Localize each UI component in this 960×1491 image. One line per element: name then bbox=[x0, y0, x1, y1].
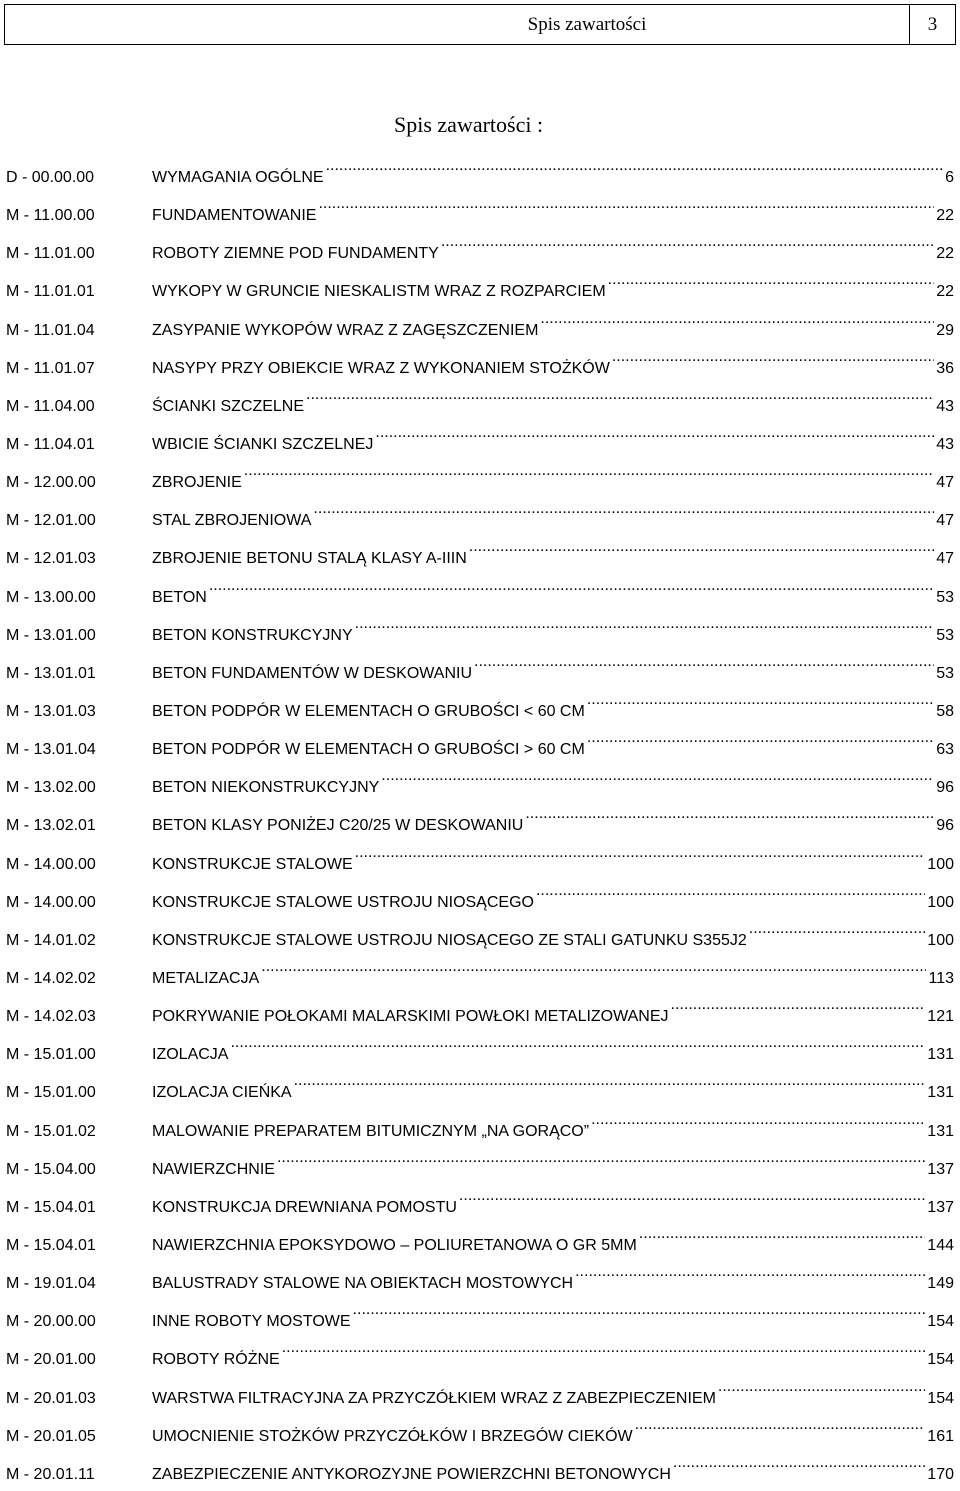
toc-entry-code: M - 20.01.11 bbox=[6, 1465, 95, 1483]
toc-entry-page: 170 bbox=[927, 1465, 954, 1483]
toc-entry[interactable] bbox=[6, 149, 954, 187]
toc-entry-code: M - 14.02.03 bbox=[6, 1008, 96, 1026]
toc-entry-code: M - 15.04.00 bbox=[6, 1160, 96, 1178]
toc-entry-title: ŚCIANKI SZCZELNE bbox=[152, 397, 305, 415]
toc-entry-code: M - 13.00.00 bbox=[6, 588, 96, 606]
toc-entry-page: 144 bbox=[927, 1236, 954, 1254]
toc-entry-code: D - 00.00.00 bbox=[6, 169, 95, 186]
toc-entry-title: KONSTRUKCJA DREWNIANA POMOSTU bbox=[152, 1198, 457, 1216]
toc-heading: Spis zawartości : bbox=[394, 112, 544, 137]
toc-entry-title: MALOWANIE PREPARATEM BITUMICZNYM „NA GORĄCO” bbox=[152, 1122, 590, 1140]
toc-dot-leader bbox=[318, 187, 934, 220]
toc-entry-code: M - 20.01.00 bbox=[6, 1351, 96, 1369]
toc-entry-page: 63 bbox=[936, 741, 954, 759]
toc-dot-leader bbox=[261, 950, 926, 983]
toc-dot-leader bbox=[244, 454, 934, 487]
toc-entry-page: 58 bbox=[936, 702, 954, 720]
toc-dot-leader bbox=[313, 492, 934, 525]
toc-entry-title: WYMAGANIA OGÓLNE bbox=[152, 169, 324, 186]
toc-entry-title: IZOLACJA CIEŃKA bbox=[152, 1084, 292, 1102]
toc-entry-page: 154 bbox=[927, 1313, 954, 1331]
toc-entry-page: 149 bbox=[927, 1275, 954, 1293]
toc-entry-title: ZABEZPIECZENIE ANTYKOROZYJNE POWIERZCHNI BETONOWYCH bbox=[152, 1465, 671, 1483]
toc-entry-title: BALUSTRADY STALOWE NA OBIEKTACH MOSTOWYCH bbox=[152, 1275, 574, 1293]
toc-entry-page: 29 bbox=[936, 321, 954, 339]
toc-entry-title: NASYPY PRZY OBIEKCIE WRAZ Z WYKONANIEM STOŻKÓW bbox=[152, 359, 610, 377]
toc-entry-page: 121 bbox=[927, 1008, 954, 1026]
toc-entry-title: ZBROJENIE BETONU STALĄ KLASY A-IIIN bbox=[152, 550, 467, 568]
toc-entry-title: METALIZACJA bbox=[152, 969, 260, 987]
toc-entry-page: 6 bbox=[945, 169, 954, 186]
toc-entry-page: 154 bbox=[927, 1351, 954, 1369]
toc-dot-leader bbox=[459, 1179, 925, 1212]
toc-entry-code: M - 20.01.05 bbox=[6, 1427, 96, 1445]
toc-dot-leader bbox=[469, 530, 934, 563]
toc-entry-title: BETON PODPÓR W ELEMENTACH O GRUBOŚCI > 60 CM bbox=[152, 741, 585, 759]
toc-entry-page: 96 bbox=[936, 779, 954, 797]
toc-entry-page: 43 bbox=[936, 435, 954, 453]
toc-entry-title: KONSTRUKCJE STALOWE USTROJU NIOSĄCEGO bbox=[152, 893, 534, 911]
toc-entry-page: 137 bbox=[927, 1198, 954, 1216]
page-header bbox=[4, 4, 956, 45]
toc-entry-code: M - 19.01.04 bbox=[6, 1275, 96, 1293]
toc-entry-code: M - 13.02.00 bbox=[6, 779, 96, 797]
toc-dot-leader bbox=[525, 797, 934, 830]
toc-dot-leader bbox=[326, 149, 944, 182]
toc-entry-title: WBICIE ŚCIANKI SZCZELNEJ bbox=[152, 435, 374, 453]
toc-entry-page: 161 bbox=[927, 1427, 954, 1445]
toc-entry-title: WARSTWA FILTRACYJNA ZA PRZYCZÓŁKIEM WRAZ Z ZABEZPIECZENIEM bbox=[152, 1389, 716, 1407]
toc-entry-title: ROBOTY RÓŻNE bbox=[152, 1351, 280, 1369]
toc-dot-leader bbox=[441, 225, 934, 258]
toc-dot-leader bbox=[282, 1331, 926, 1364]
toc-entry-title: UMOCNIENIE STOŻKÓW PRZYCZÓŁKÓW I BRZEGÓW CIEKÓW bbox=[152, 1427, 633, 1445]
toc-entry-page: 47 bbox=[936, 550, 954, 568]
toc-entry-title: BETON FUNDAMENTÓW W DESKOWANIU bbox=[152, 664, 472, 682]
toc-entry-page: 113 bbox=[928, 969, 954, 987]
toc-entry-code: M - 13.01.01 bbox=[6, 664, 96, 682]
toc-dot-leader bbox=[209, 569, 934, 602]
toc-entry-title: ROBOTY ZIEMNE POD FUNDAMENTY bbox=[152, 245, 439, 263]
toc-dot-leader bbox=[381, 759, 934, 792]
toc-dot-leader bbox=[540, 302, 934, 335]
toc-entry-title: BETON KONSTRUKCYJNY bbox=[152, 626, 353, 644]
toc-entry-page: 53 bbox=[936, 588, 954, 606]
toc-entry-page: 100 bbox=[927, 855, 954, 873]
toc-entry-title: STAL ZBROJENIOWA bbox=[152, 512, 312, 530]
toc-entry-code: M - 15.01.00 bbox=[6, 1084, 96, 1102]
toc-entry-code: M - 11.04.01 bbox=[6, 435, 95, 453]
toc-entry-code: M - 15.01.02 bbox=[6, 1122, 96, 1140]
toc-dot-leader bbox=[536, 874, 925, 907]
toc-entry-code: M - 20.00.00 bbox=[6, 1313, 96, 1331]
toc-dot-leader bbox=[353, 1293, 926, 1326]
toc-dot-leader bbox=[591, 1103, 925, 1136]
toc-entry-title: IZOLACJA bbox=[152, 1046, 229, 1064]
toc-entry-code: M - 12.01.03 bbox=[6, 550, 96, 568]
toc-entry-page: 96 bbox=[936, 817, 954, 835]
toc-dot-leader bbox=[375, 416, 934, 449]
toc-entry-page: 47 bbox=[936, 512, 954, 530]
toc-dot-leader bbox=[749, 912, 926, 945]
toc-entry-code: M - 14.01.02 bbox=[6, 931, 96, 949]
toc-entry-title: KONSTRUKCJE STALOWE bbox=[152, 855, 353, 873]
toc-entry-title: BETON KLASY PONIŻEJ C20/25 W DESKOWANIU bbox=[152, 817, 524, 835]
toc-dot-leader bbox=[635, 1408, 926, 1441]
toc-entry-title: INNE ROBOTY MOSTOWE bbox=[152, 1313, 351, 1331]
toc-dot-leader bbox=[639, 1217, 926, 1250]
toc-entry-code: M - 11.04.00 bbox=[6, 397, 95, 415]
toc-entry-code: M - 11.01.01 bbox=[6, 283, 95, 301]
toc-entry-code: M - 13.01.04 bbox=[6, 741, 96, 759]
toc-entry-page: 154 bbox=[927, 1389, 954, 1407]
toc-entry-code: M - 15.04.01 bbox=[6, 1236, 96, 1254]
toc-entry-page: 53 bbox=[936, 664, 954, 682]
toc-entry-code: M - 20.01.03 bbox=[6, 1389, 96, 1407]
toc-dot-leader bbox=[587, 721, 934, 754]
toc-entry-title: ZBROJENIE bbox=[152, 474, 242, 492]
toc-entry-code: M - 11.01.00 bbox=[6, 245, 95, 263]
toc-entry-title: NAWIERZCHNIA EPOKSYDOWO – POLIURETANOWA O GR 5MM bbox=[152, 1236, 637, 1254]
table-of-contents bbox=[6, 149, 954, 1484]
toc-entry-title: BETON PODPÓR W ELEMENTACH O GRUBOŚCI < 60 CM bbox=[152, 702, 585, 720]
toc-entry-code: M - 12.00.00 bbox=[6, 474, 96, 492]
toc-dot-leader bbox=[587, 683, 934, 716]
toc-entry-title: FUNDAMENTOWANIE bbox=[152, 207, 317, 225]
toc-entry-title: BETON bbox=[152, 588, 207, 606]
toc-entry-code: M - 13.01.00 bbox=[6, 626, 96, 644]
toc-entry-page: 100 bbox=[927, 893, 954, 911]
toc-entry-code: M - 14.00.00 bbox=[6, 893, 96, 911]
toc-entry-page: 47 bbox=[936, 474, 954, 492]
toc-entry-code: M - 15.01.00 bbox=[6, 1046, 96, 1064]
toc-entry-code: M - 12.01.00 bbox=[6, 512, 96, 530]
toc-dot-leader bbox=[575, 1255, 925, 1288]
toc-entry-page: 22 bbox=[936, 283, 954, 301]
toc-entry-page: 131 bbox=[927, 1122, 954, 1140]
toc-entry-code: M - 13.01.03 bbox=[6, 702, 96, 720]
toc-entry-page: 137 bbox=[927, 1160, 954, 1178]
toc-entry-page: 131 bbox=[927, 1046, 954, 1064]
toc-dot-leader bbox=[355, 607, 935, 640]
toc-entry-page: 43 bbox=[936, 397, 954, 415]
toc-entry-code: M - 11.01.04 bbox=[6, 321, 95, 339]
header-page-number: 3 bbox=[910, 4, 956, 45]
toc-dot-leader bbox=[230, 1026, 925, 1059]
toc-entry-page: 36 bbox=[936, 359, 954, 377]
toc-dot-leader bbox=[718, 1370, 925, 1403]
toc-dot-leader bbox=[608, 263, 935, 296]
toc-entry-title: ZASYPANIE WYKOPÓW WRAZ Z ZAGĘSZCZENIEM bbox=[152, 321, 539, 339]
toc-entry-code: M - 14.02.02 bbox=[6, 969, 96, 987]
toc-dot-leader bbox=[671, 988, 926, 1021]
toc-dot-leader bbox=[355, 836, 926, 869]
toc-entry-code: M - 14.00.00 bbox=[6, 855, 96, 873]
toc-dot-leader bbox=[306, 378, 934, 411]
toc-entry-page: 22 bbox=[936, 207, 954, 225]
toc-entry-title: POKRYWANIE POŁOKAMI MALARSKIMI POWŁOKI METALIZOWANEJ bbox=[152, 1008, 669, 1026]
toc-dot-leader bbox=[474, 645, 934, 678]
toc-entry-title: KONSTRUKCJE STALOWE USTROJU NIOSĄCEGO ZE STALI GATUNKU S355J2 bbox=[152, 931, 747, 949]
toc-entry-title: WYKOPY W GRUNCIE NIESKALISTM WRAZ Z ROZPARCIEM bbox=[152, 283, 606, 301]
toc-entry-page: 100 bbox=[927, 931, 954, 949]
toc-entry-page: 131 bbox=[927, 1084, 954, 1102]
toc-entry-code: M - 11.01.07 bbox=[6, 359, 95, 377]
toc-entry-page: 53 bbox=[936, 626, 954, 644]
toc-dot-leader bbox=[612, 340, 934, 373]
toc-entry-code: M - 13.02.01 bbox=[6, 817, 96, 835]
header-title: Spis zawartości bbox=[4, 4, 910, 45]
toc-entry-title: BETON NIEKONSTRUKCYJNY bbox=[152, 779, 380, 797]
toc-entry-code: M - 11.00.00 bbox=[6, 207, 95, 225]
toc-entry-code: M - 15.04.01 bbox=[6, 1198, 96, 1216]
toc-entry-page: 22 bbox=[936, 245, 954, 263]
toc-dot-leader bbox=[294, 1064, 926, 1097]
toc-entry-title: NAWIERZCHNIE bbox=[152, 1160, 275, 1178]
toc-dot-leader bbox=[277, 1141, 925, 1174]
